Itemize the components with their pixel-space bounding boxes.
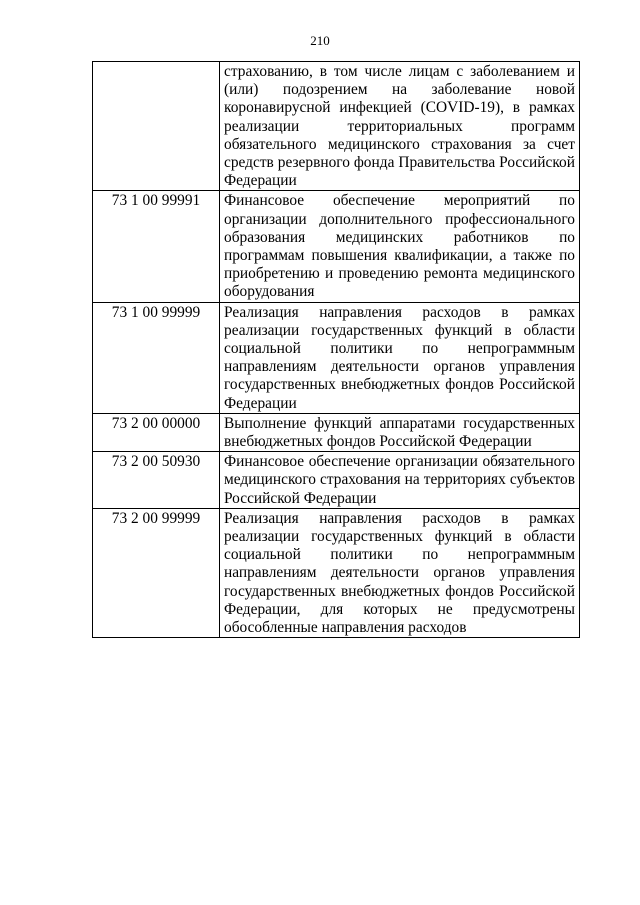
description-cell: Финансовое обеспечение организации обязательного медицинского страхования на территориях субъектов Российской Федерации [220, 452, 580, 509]
table-row [93, 508, 580, 637]
code-cell: 73 1 00 99991 [93, 191, 220, 302]
description-cell: Выполнение функций аппаратами государственных внебюджетных фондов Российской Федерации [220, 413, 580, 451]
description-cell: страхованию, в том числе лицам с заболеванием и (или) подозрением на заболевание новой коронавирусной инфекцией (COVID-19), в рамках реализации территориальных программ обязательного медицинского страхования за счет средств резервного фонда Правительства Российской Федерации [220, 62, 580, 191]
table-row [93, 452, 580, 509]
page-number: 210 [310, 33, 330, 48]
table-row [93, 191, 580, 302]
description-cell: Реализация направления расходов в рамках реализации государственных функций в области социальной политики по непрограммным направлениям деятельности органов управления государственных внебюджетных фондов Российской Федерации, для которых не предусмотрены обособленные направления расходов [220, 508, 580, 637]
code-cell [93, 62, 220, 191]
budget-code-table [92, 61, 580, 638]
code-cell: 73 2 00 99999 [93, 508, 220, 637]
table-row [93, 62, 580, 191]
description-cell: Реализация направления расходов в рамках реализации государственных функций в области социальной политики по непрограммным направлениям деятельности органов управления государственных внебюджетных фондов Российской Федерации [220, 302, 580, 413]
table-row [93, 413, 580, 451]
code-cell: 73 2 00 50930 [93, 452, 220, 509]
table-row [93, 302, 580, 413]
description-cell: Финансовое обеспечение мероприятий по организации дополнительного профессионального образования медицинских работников по программам повышения квалификации, а также по приобретению и проведению ремонта медицинского оборудования [220, 191, 580, 302]
code-cell: 73 2 00 00000 [93, 413, 220, 451]
code-cell: 73 1 00 99999 [93, 302, 220, 413]
